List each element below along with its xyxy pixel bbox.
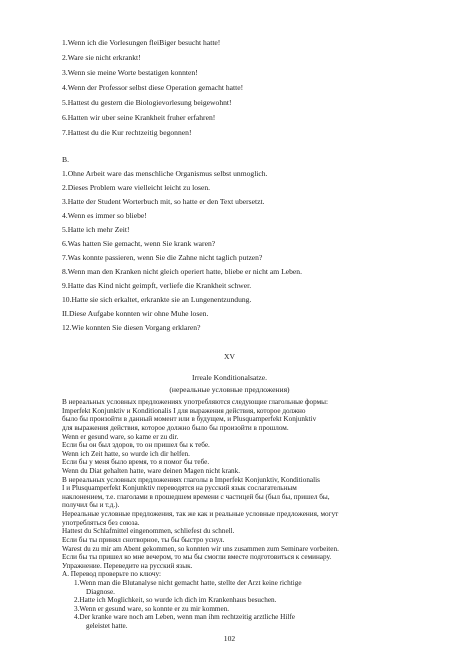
list-item: 6.Was hatten Sie gemacht, wenn Sie krank waren? bbox=[62, 239, 216, 248]
list-item: 6.Hatten wir uber seine Krankheit fruher erfahren! bbox=[62, 113, 216, 122]
exercise-line: 1.Wenn man die Blutanalyse nicht gemacht hatte, stellte der Arzt keine richtige bbox=[74, 578, 302, 587]
list-item: 10.Hatte sie sich erkaltet, erkrankte sie an Lungenentzundung. bbox=[62, 295, 252, 304]
section-b-label: B. bbox=[62, 155, 69, 164]
exercise-line: 2.Hatte ich Moglichkeit, so wurde ich dich im Krankenhaus besuchen. bbox=[74, 596, 277, 605]
body-line: получил бы и т.д.). bbox=[62, 501, 120, 510]
body-line: наклонением, т.е. глаголами в прошедшем времени с частицей бы (был бы, пришел бы, bbox=[62, 492, 330, 501]
list-item: II.Diese Aufgabe konnten wir ohne Muhe losen. bbox=[62, 309, 209, 318]
body-line: В нереальных условных предложениях употребляются следующие глагольные формы: bbox=[62, 398, 328, 406]
body-line: Упражнение. Переведите на русский язык. bbox=[62, 561, 193, 570]
list-item: 3.Wenn sie meine Worte bestatigen konnten! bbox=[62, 68, 198, 77]
body-line: Imperfekt Konjunktiv и Konditionalis I для выражения действия, которое должно bbox=[62, 406, 306, 415]
body-line: Wenn du Diat gehalten hatte, ware deinen Magen nicht krank. bbox=[62, 466, 241, 475]
list-item: 2.Dieses Problem ware vielleicht leicht zu losen. bbox=[62, 183, 211, 192]
list-item: 5.Hatte ich mehr Zeit! bbox=[62, 225, 130, 234]
list-item: 12.Wie konnten Sie diesen Vorgang erklaren? bbox=[62, 323, 201, 332]
exercise-line: 4.Der kranke ware noch am Leben, wenn man ihm rechtzeitig arztliche Hilfe bbox=[74, 613, 295, 622]
list-item: 2.Ware sie nicht erkrankt! bbox=[62, 53, 141, 62]
body-line: было бы произойти в данный момент или в будущем, и Plusquamperfekt Konjunktiv bbox=[62, 415, 317, 424]
list-item: 3.Hatte der Student Worterbuch mit, so hatte er den Text ubersetzt. bbox=[62, 197, 265, 206]
exercise-line: geleistet hatte. bbox=[86, 622, 128, 630]
list-item: 1.Wenn ich die Vorlesungen fleiBiger besucht hatte! bbox=[62, 38, 221, 47]
body-line: употребляться без союза. bbox=[62, 518, 140, 527]
body-line: А. Перевод проверьте по ключу: bbox=[62, 570, 161, 579]
list-item: 9.Hatte das Kind nicht geimpft, verliefe die Krankheit schwer. bbox=[62, 281, 252, 290]
list-item: 7.Hattest du die Kur rechtzeitig begonnen! bbox=[62, 128, 192, 137]
body-line: Если бы у меня было время, то я помог бы тебе. bbox=[62, 458, 210, 467]
exercise-line: 3.Wenn er gesund ware, so konnte er zu mir kommen. bbox=[74, 604, 230, 613]
body-line: I и Plusquamperfekt Konjunktiv переводятся на русский язык сослагательным bbox=[62, 484, 297, 493]
section-subtitle: (нереальные условные предложения) bbox=[169, 385, 290, 394]
section-title: Irreale Konditionalsatze. bbox=[191, 373, 268, 382]
body-line: Wenn ich Zeit hatte, so wurde ich dir helfen. bbox=[62, 449, 190, 458]
list-item: 7.Was konnte passieren, wenn Sie die Zahne nicht taglich putzen? bbox=[62, 253, 263, 262]
body-line: Если бы он был здоров, то он пришел бы к тебе. bbox=[62, 441, 210, 450]
body-line: Если бы ты принял снотворное, ты бы быстро уснул. bbox=[62, 535, 225, 544]
list-item: 5.Hattest du gestern die Biologievorlesung beigewohnt! bbox=[62, 98, 232, 107]
list-item: 1.Ohne Arbeit ware das menschliche Organismus selbst unmoglich. bbox=[62, 169, 268, 178]
list-item: 4.Wenn der Professor selbst diese Operation gemacht hatte! bbox=[62, 83, 244, 92]
list-item: 4.Wenn es immer so bliebe! bbox=[62, 211, 147, 220]
body-line: Если бы ты пришел ко мне вечером, то мы бы смогли вместе подготовиться к семинару. bbox=[62, 553, 332, 562]
chapter-number: XV bbox=[224, 352, 235, 361]
body-line: Wenn er gesund ware, so kame er zu dir. bbox=[62, 432, 179, 441]
body-line: В нереальных условных предложениях глаголы в Imperfekt Konjunktiv, Konditionalis bbox=[62, 475, 320, 484]
list-item: 8.Wenn man den Kranken nicht gleich operiert hatte, bliebe er nicht am Leben. bbox=[62, 267, 302, 276]
body-line: Warest du zu mir am Abent gekommen, so konnten wir uns zusammen zum Seminare vorbeiten. bbox=[62, 544, 339, 553]
page-number: 102 bbox=[223, 634, 236, 643]
body-line: Нереальные условные предложения, так же как и реальные условные предложения, могут bbox=[62, 510, 339, 518]
exercise-line: Diagnose. bbox=[86, 587, 115, 596]
body-line: Hattest du Schlafmittel eingenommen, schliefest du schnell. bbox=[62, 527, 235, 536]
body-line: для выражения действия, которое должно было бы произойти в прошлом. bbox=[62, 423, 289, 432]
